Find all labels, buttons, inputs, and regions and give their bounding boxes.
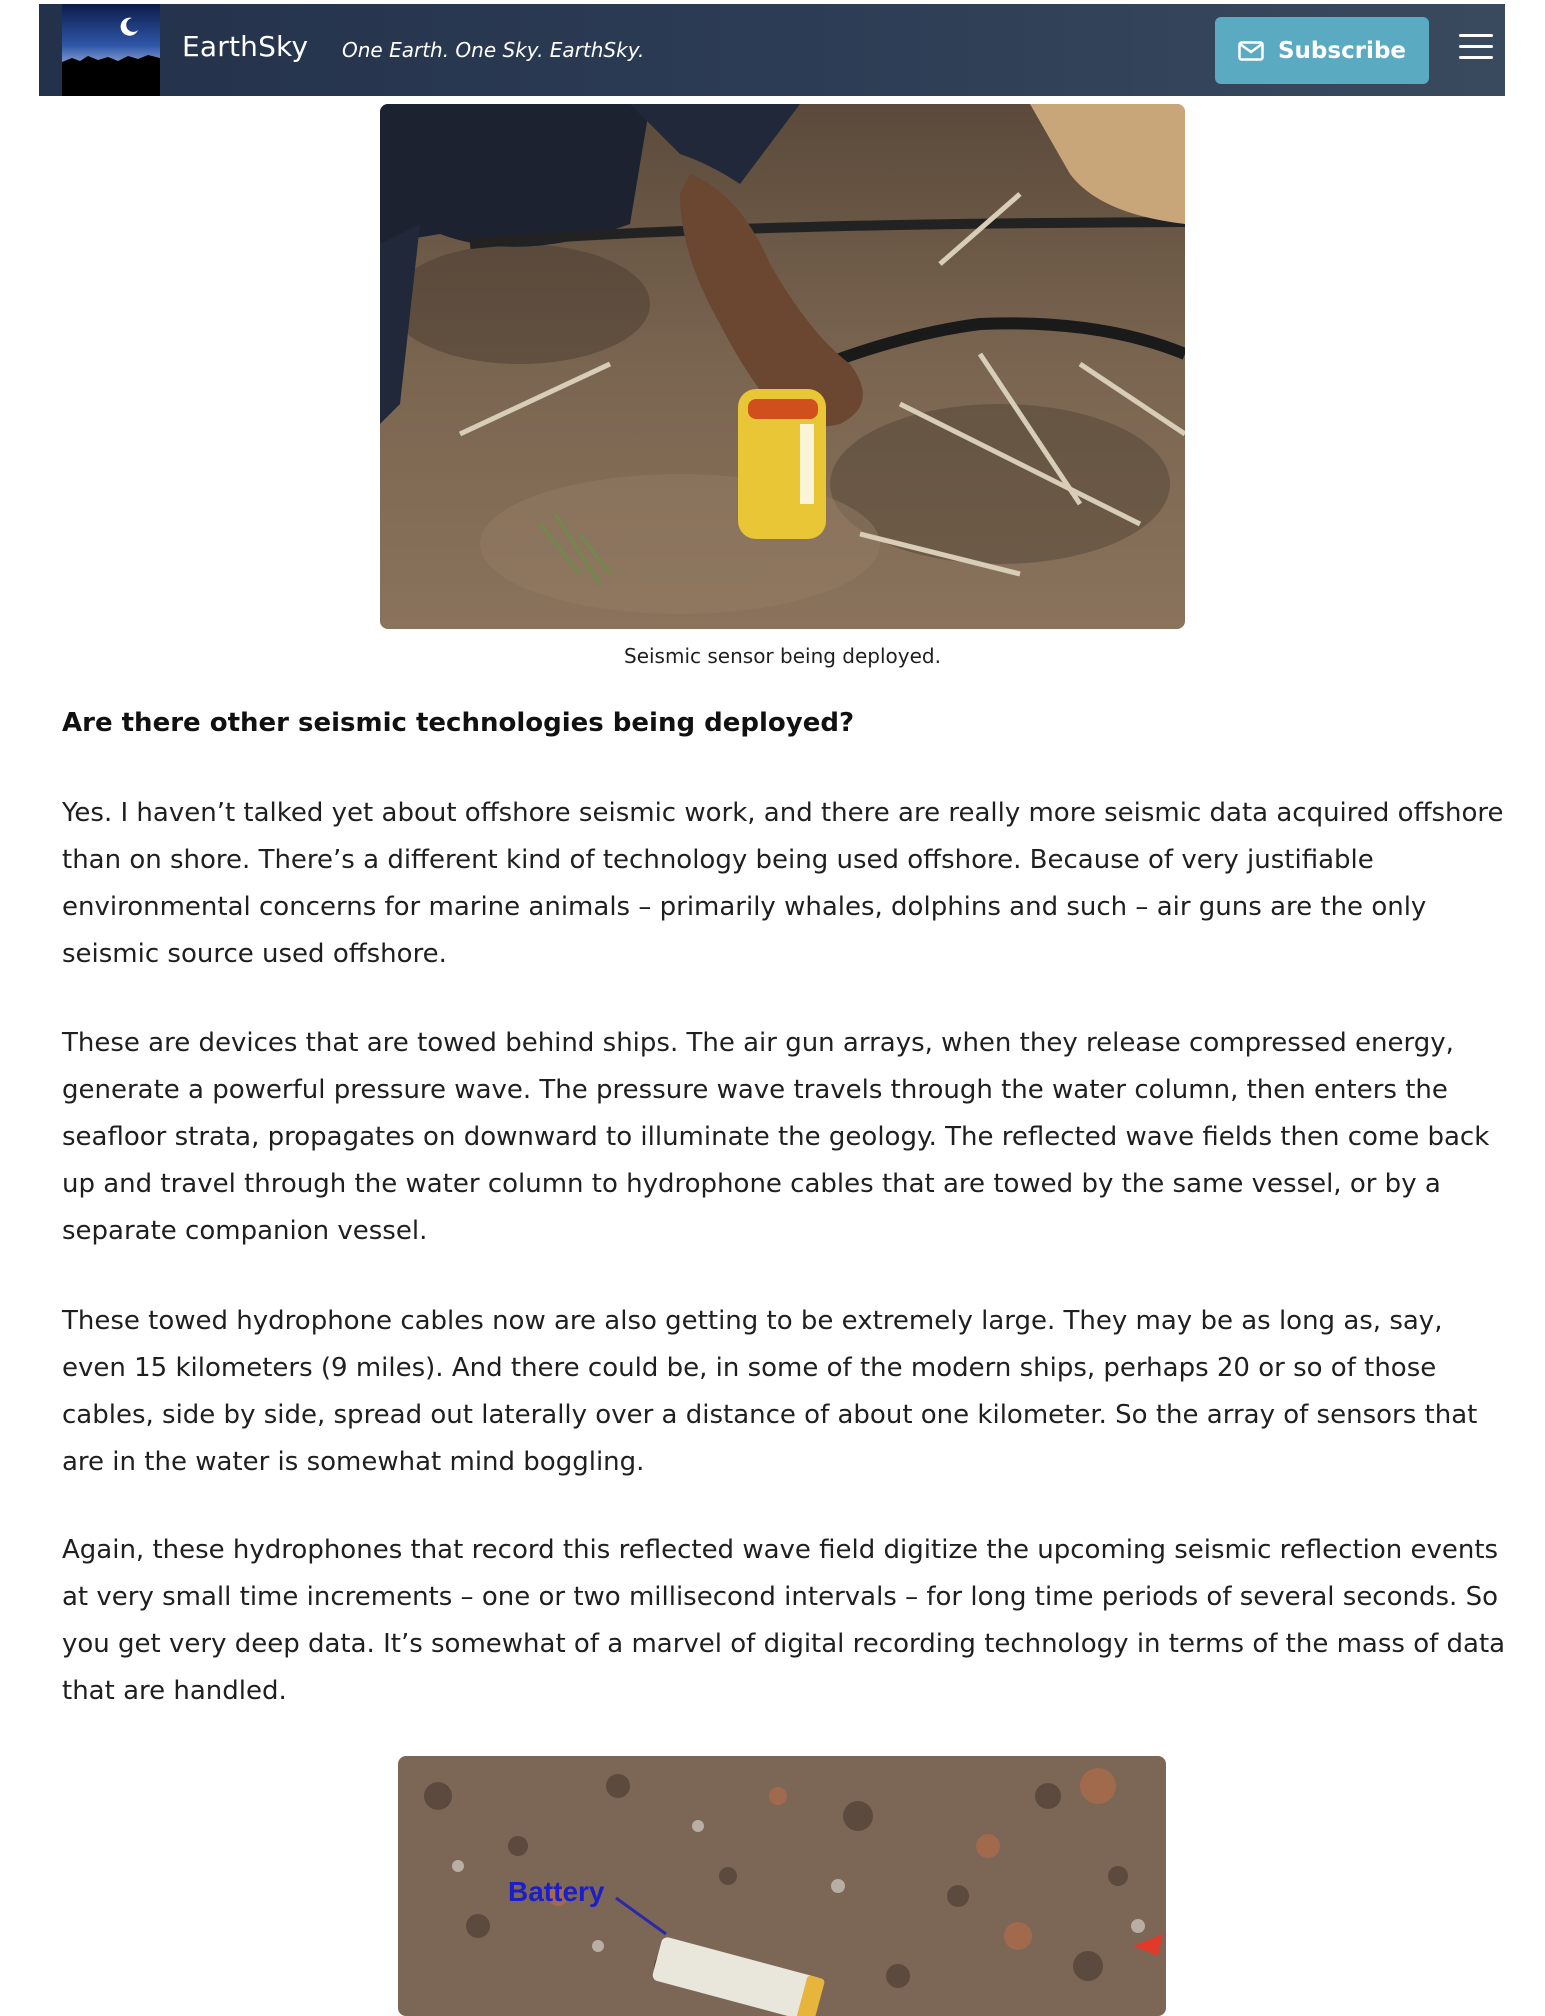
subscribe-button[interactable]	[1215, 17, 1429, 84]
article-paragraph: These are devices that are towed behind ships. The air gun arrays, when they release compressed energy, generate a powerful pressure wave. The pressure wave travels through the water column, then enters the seafloor strata, propagates on downward to illuminate the geology. The reflected wave fields then come back up and travel through the water column to hydrophone cables that are towed by the same vessel, or by a separate companion vessel.	[62, 1028, 1490, 1246]
moon-icon	[62, 4, 160, 96]
subscribe-label: Subscribe	[1277, 37, 1407, 64]
battery-sensor-photo	[398, 1756, 1166, 2016]
article-paragraph: Again, these hydrophones that record this reflected wave field digitize the upcoming seismic reflection events at very small time increments – one or two millisecond intervals – for long time periods of several seconds. So you get very deep data. It’s somewhat of a marvel of digital recording technology in terms of the mass of data that are handled.	[62, 1535, 1506, 1706]
site-tagline: One Earth. One Sky. EarthSky.	[342, 38, 645, 62]
battery-label: Battery	[508, 1876, 605, 1907]
section-subheading: Are there other seismic technologies being deployed?	[62, 708, 855, 738]
article-paragraph: These towed hydrophone cables now are also getting to be extremely large. They may be as long as, say, even 15 kilometers (9 miles). And there could be, in some of the modern ships, perhaps 20 or so of those cables, side by side, spread out laterally over a distance of about one kilometer. So the array of sensors that are in the water is somewhat mind boggling.	[62, 1306, 1478, 1477]
seismic-sensor-photo	[380, 104, 1185, 629]
mail-icon	[1238, 41, 1264, 61]
site-name[interactable]: EarthSky	[182, 30, 309, 63]
figure-caption: Seismic sensor being deployed.	[624, 644, 941, 668]
site-header	[39, 4, 1505, 96]
earthsky-logo[interactable]	[62, 4, 160, 96]
hamburger-menu-icon[interactable]	[1459, 34, 1493, 64]
article-paragraph: Yes. I haven’t talked yet about offshore seismic work, and there are really more seismic data acquired offshore than on shore. There’s a different kind of technology being used offshore. Because of very justifiable environmental concerns for marine animals – primarily whales, dolphins and such – air guns are the only seismic source used offshore.	[62, 798, 1504, 969]
